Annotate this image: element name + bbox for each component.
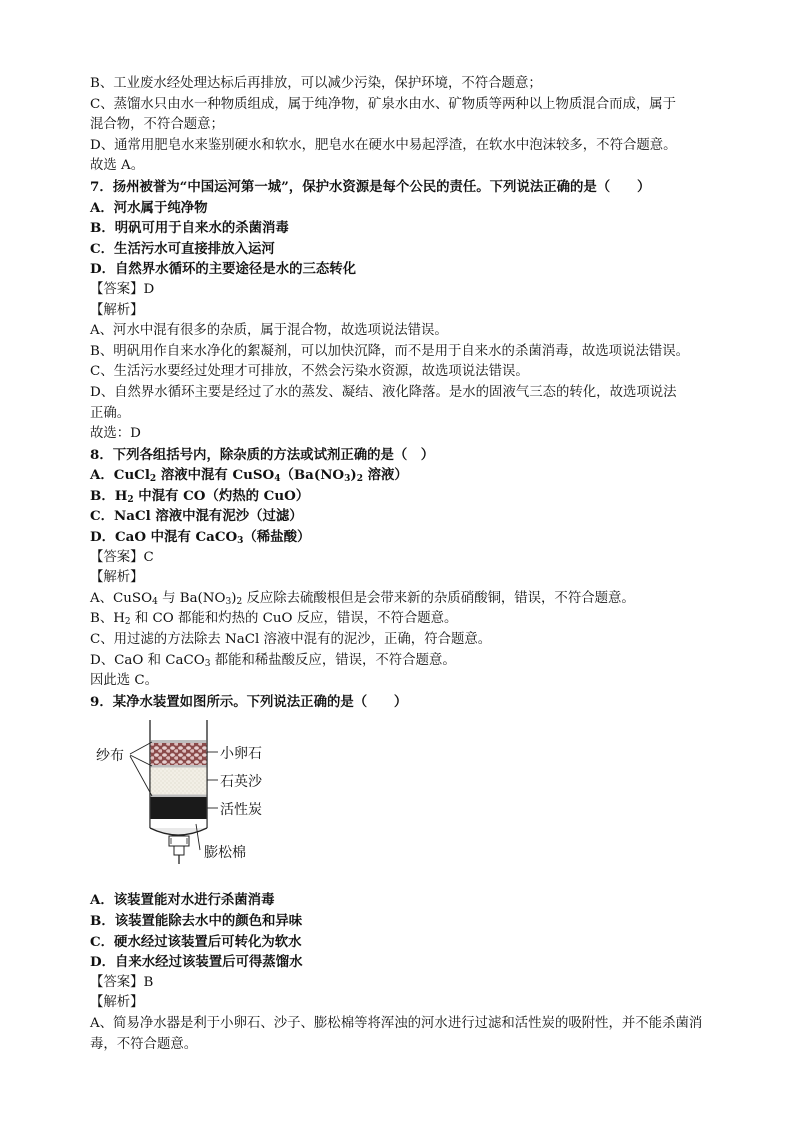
intro-line: 故选 A。	[90, 158, 145, 174]
cylinder-bottom	[150, 828, 207, 835]
intro-line: B、工业废水经处理达标后再排放，可以减少污染，保护环境，不符合题意；	[90, 76, 542, 91]
formula-text: 中混有 CO（灼热的 CuO）	[133, 487, 310, 504]
gauze-layer	[151, 765, 207, 768]
option-c: C．生活污水可直接排放入运河	[90, 240, 275, 257]
activated-carbon-layer	[151, 797, 207, 819]
formula-text: 都能和稀盐酸反应，错误，不符合题意。	[210, 652, 456, 668]
question-stem: 9．某净水装置如图所示。下列说法正确的是（ ）	[90, 693, 408, 710]
subscript: 2	[236, 596, 243, 607]
gauze-layer	[151, 795, 207, 798]
label-quartz-sand: 石英沙	[220, 774, 262, 791]
question-stem: 7．扬州被誉为“中国运河第一城”，保护水资源是每个公民的责任。下列说法正确的是（ ）	[90, 178, 651, 195]
quartz-sand-layer	[151, 768, 207, 795]
water-purifier-figure	[90, 718, 715, 886]
subscript: 3	[225, 596, 232, 607]
analysis-line	[90, 651, 715, 672]
analysis-paragraph: A、简易净水器是利于小卵石、沙子、膨松棉等将浑浊的河水进行过滤和活性炭的吸附性，并不能杀菌消毒，不符合题意。	[90, 1015, 703, 1052]
subscript: 3	[344, 474, 351, 485]
analysis-line: C、用过滤的方法除去 NaCl 溶液中混有的泥沙，正确，符合题意。	[90, 632, 492, 648]
question-stem: 8．下列各组括号内，除杂质的方法或试剂正确的是（ ）	[90, 446, 435, 463]
option-d: D．自然界水循环的主要途径是水的三态转化	[90, 261, 357, 278]
analysis-line	[90, 589, 715, 610]
option-b: B．明矾可用于自来水的杀菌消毒	[90, 220, 289, 237]
subscript: 4	[274, 474, 281, 485]
label-cotton: 膨松棉	[204, 845, 246, 862]
option-a: A．该装置能对水进行杀菌消毒	[90, 892, 275, 909]
answer-line: 【答案】D	[90, 281, 155, 297]
analysis-line: 故选：D	[90, 426, 141, 442]
cotton-layer	[151, 819, 207, 828]
subscript: 2	[127, 494, 134, 505]
label-pebbles: 小卵石	[220, 746, 262, 763]
question-7	[90, 177, 715, 445]
formula-text: )	[350, 467, 357, 484]
analysis-line	[90, 609, 715, 630]
analysis-line: B、明矾用作自来水净化的絮凝剂，可以加快沉降，而不是用于自来水的杀菌消毒，故选项说法错误。	[90, 343, 690, 359]
formula-text: A、CuSO	[90, 590, 153, 606]
formula-text: （Ba(NO	[280, 467, 345, 484]
intro-line: D、通常用肥皂水来鉴别硬水和软水，肥皂水在硬水中易起浮渣，在软水中泡沫较多，不符合题意。	[90, 137, 677, 153]
option-d	[90, 527, 715, 548]
intro-line: C、蒸馏水只由水一种物质组成，属于纯净物，矿泉水由水、矿物质等两种以上物质混合而成，属于	[90, 96, 677, 112]
subscript: 3	[237, 536, 244, 547]
option-c: C．NaCl 溶液中混有泥沙（过滤）	[90, 508, 303, 525]
formula-text: 溶液）	[362, 467, 408, 484]
outlet-fitting	[169, 836, 189, 846]
answer-line: 【答案】C	[90, 549, 154, 565]
analysis-line: A、河水中混有很多的杂质，属于混合物，故选项说法错误。	[90, 323, 448, 339]
subscript: 2	[356, 474, 363, 485]
option-d: D．自来水经过该装置后可得蒸馏水	[90, 954, 303, 971]
analysis-label: 【解析】	[90, 995, 144, 1011]
conclusion-line: 因此选 C。	[90, 673, 159, 689]
formula-text: A．CuCl	[90, 467, 150, 484]
answer-line: 【答案】B	[90, 974, 154, 990]
analysis-label: 【解析】	[90, 570, 144, 586]
label-gauze: 纱布	[96, 748, 124, 765]
formula-text: )	[231, 590, 237, 606]
label-activated-carbon: 活性炭	[220, 802, 262, 819]
formula-text: B、H	[90, 611, 125, 627]
option-a: A．河水属于纯净物	[90, 199, 208, 216]
option-a	[90, 465, 715, 486]
formula-text: D．CaO 中混有 CaCO	[90, 529, 238, 546]
analysis-line: C、生活污水要经过处理才可排放，不然会污染水资源，故选项说法错误。	[90, 364, 529, 380]
question-8	[90, 445, 715, 692]
formula-text: 和 CO 都能和灼热的 CuO 反应，错误，不符合题意。	[130, 611, 458, 627]
formula-text: B．H	[90, 487, 128, 504]
outlet-tube	[174, 846, 184, 855]
gauze-layer	[151, 740, 207, 743]
formula-text: 溶液中混有 CuSO	[156, 467, 275, 484]
analysis-label: 【解析】	[90, 302, 144, 318]
formula-text: 反应除去硫酸根但是会带来新的杂质硝酸铜，错误，不符合题意。	[242, 590, 635, 606]
option-b: B．该装置能除去水中的颜色和异味	[90, 913, 303, 929]
intro-line: 混合物，不符合题意；	[90, 117, 224, 133]
document-page	[90, 74, 715, 1055]
analysis-line: D、自然界水循环主要是经过了水的蒸发、凝结、液化降落。是水的固液气三态的转化，故选项说法	[90, 384, 677, 400]
intro-section	[90, 74, 715, 177]
formula-text: D、CaO 和 CaCO	[90, 652, 205, 668]
subscript: 2	[124, 617, 131, 628]
subscript: 3	[204, 658, 211, 669]
subscript: 4	[152, 596, 158, 607]
question-9	[90, 692, 715, 1055]
subscript: 2	[149, 474, 157, 485]
pebble-layer	[151, 743, 207, 765]
formula-text: （稀盐酸）	[243, 529, 311, 546]
option-c: C．硬水经过该装置后可转化为软水	[90, 933, 302, 950]
option-b	[90, 486, 715, 507]
formula-text: 与 Ba(NO	[157, 590, 226, 606]
analysis-line: 正确。	[90, 405, 131, 421]
